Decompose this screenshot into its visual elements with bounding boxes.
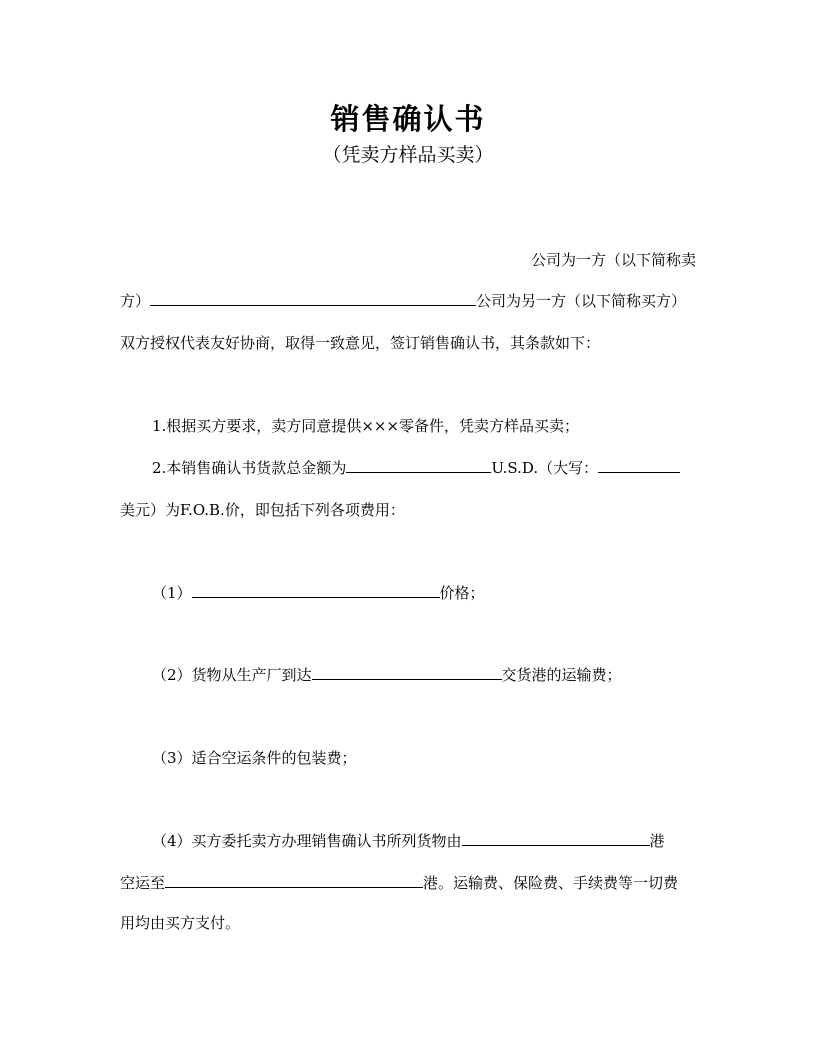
item-1-suffix: 价格； — [439, 584, 485, 602]
item-4-line-2-prefix: 空运至 — [120, 874, 166, 892]
intro-line-3: 双方授权代表友好协商，取得一致意见，签订销售确认书，其条款如下： — [120, 334, 601, 352]
item-4-line-2-suffix: 港。运输费、保险费、手续费等一切费 — [423, 874, 679, 892]
origin-port-blank[interactable] — [462, 831, 650, 846]
item-4-line-3: 用均由买方支付。 — [120, 914, 241, 932]
intro-line-1: 公司为一方（以下简称卖 — [530, 251, 696, 269]
item-2-prefix: （2）货物从生产厂到达 — [152, 666, 312, 684]
document-title: 销售确认书 — [330, 102, 486, 136]
clause-2-middle: U.S.D.（大写： — [491, 459, 599, 477]
destination-port-blank[interactable] — [165, 873, 423, 888]
price-blank[interactable] — [192, 583, 440, 598]
item-3: （3）适合空运条件的包装费； — [152, 749, 357, 767]
clause-2 — [152, 458, 680, 478]
intro-line-2 — [120, 291, 686, 311]
item-2-suffix: 交货港的运输费； — [501, 666, 622, 684]
item-4-line-1 — [152, 831, 665, 851]
item-4-prefix: （4）买方委托卖方办理销售确认书所列货物由 — [152, 832, 462, 850]
item-1 — [152, 583, 485, 603]
clause-2-continuation: 美元）为F.O.B.价，即包括下列各项费用： — [120, 501, 405, 519]
item-4-line-2 — [120, 873, 678, 893]
item-4-suffix: 港 — [649, 832, 665, 850]
factory-destination-blank[interactable] — [312, 665, 502, 680]
item-2 — [152, 665, 622, 685]
buyer-name-blank[interactable] — [150, 291, 476, 306]
clause-1: 1.根据买方要求，卖方同意提供×××零备件，凭卖方样品买卖； — [152, 417, 580, 435]
item-1-prefix: （1） — [152, 584, 192, 602]
intro-line-2-suffix: 公司为另一方（以下简称买方） — [476, 292, 687, 310]
amount-in-words-blank[interactable] — [598, 458, 680, 473]
intro-line-2-prefix: 方） — [120, 292, 151, 310]
total-amount-blank[interactable] — [346, 458, 491, 473]
clause-2-prefix: 2.本销售确认书货款总金额为 — [152, 459, 347, 477]
document-subtitle: （凭卖方样品买卖） — [322, 144, 494, 166]
